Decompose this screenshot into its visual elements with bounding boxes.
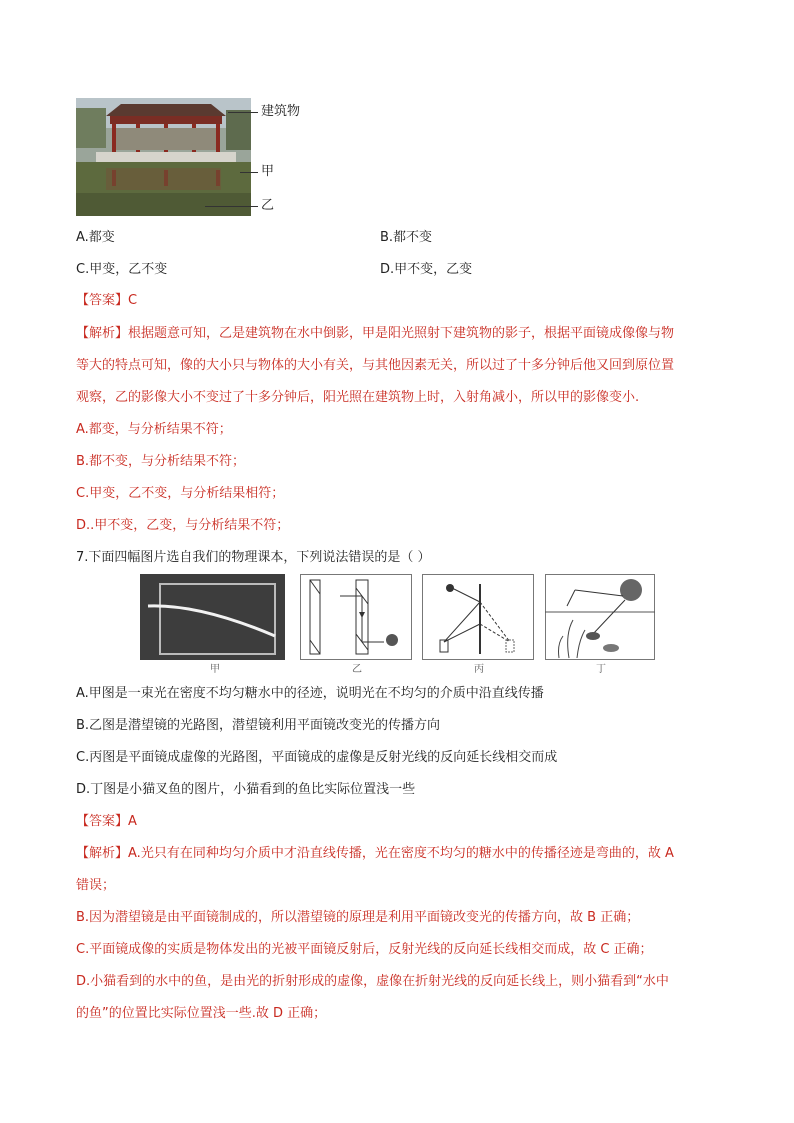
q6-answer xyxy=(76,291,137,311)
figure-bing-label: 丙 xyxy=(474,664,484,675)
q6-option-c: C.甲变，乙不变 xyxy=(76,262,168,277)
cat-fishing-image xyxy=(545,574,655,660)
jia-label: 甲 xyxy=(261,164,275,179)
figure-yi xyxy=(300,574,412,660)
figure-jia-label: 甲 xyxy=(210,664,220,675)
q7-option-a: A.甲图是一束光在密度不均匀糖水中的径迹，说明光在不均匀的介质中沿直线传播 xyxy=(76,686,544,701)
figure-bing xyxy=(422,574,534,660)
q6-option-a: A.都变 xyxy=(76,230,115,245)
periscope-diagram xyxy=(300,574,412,660)
q7-stem: 7.下面四幅图片选自我们的物理课本，下列说法错误的是（ ） xyxy=(76,550,431,565)
figure-ding-label: 丁 xyxy=(596,664,606,675)
q7-analysis-text-1: A.光只有在同种均匀介质中才沿直线传播，光在密度不均匀的糖水中的传播径迹是弯曲的，故 A xyxy=(128,846,674,861)
q6-analysis-line-2: 等大的特点可知，像的大小只与物体的大小有关，与其他因素无关，所以过了十多分钟后他又回到原位置 xyxy=(76,358,675,373)
plane-mirror-virtual-image-diagram xyxy=(422,574,534,660)
q6-answer-tag: 【答案】 xyxy=(76,293,129,308)
q6-answer-value: C xyxy=(128,293,138,308)
figure-ding xyxy=(545,574,655,660)
q7-analysis-line-5: D.小猫看到的水中的鱼，是由光的折射形成的虚像，虚像在折射光线的反向延长线上，则小猫看到“水中 xyxy=(76,974,669,989)
yi-label: 乙 xyxy=(261,198,275,213)
q7-answer-tag: 【答案】 xyxy=(76,814,129,829)
sugar-water-light-path-image xyxy=(140,574,285,660)
q6-check-b: B.都不变，与分析结果不符； xyxy=(76,454,246,469)
q6-option-d: D.甲不变，乙变 xyxy=(380,262,473,277)
jia-callout-line xyxy=(240,172,258,173)
q7-analysis-line-1 xyxy=(76,844,674,864)
q7-analysis-line-6: 的鱼”的位置比实际位置浅一些.故 D 正确； xyxy=(76,1006,327,1021)
q7-answer xyxy=(76,812,137,832)
building-reflection-photo xyxy=(76,98,251,216)
figure-yi-label: 乙 xyxy=(352,664,362,675)
q7-analysis-line-2: 错误； xyxy=(76,878,116,893)
q7-answer-value: A xyxy=(128,814,137,829)
building-label: 建筑物 xyxy=(261,104,301,119)
q6-analysis-line-3: 观察，乙的影像大小不变过了十多分钟后，阳光照在建筑物上时，入射角减小，所以甲的影像变小. xyxy=(76,390,640,405)
q6-analysis-text-1: 根据题意可知，乙是建筑物在水中倒影，甲是阳光照射下建筑物的影子，根据平面镜成像像与物 xyxy=(128,326,675,341)
q7-option-d: D.丁图是小猫叉鱼的图片，小猫看到的鱼比实际位置浅一些 xyxy=(76,782,416,797)
q6-analysis-tag: 【解析】 xyxy=(76,326,129,341)
q6-option-b: B.都不变 xyxy=(380,230,433,245)
q7-analysis-line-3: B.因为潜望镜是由平面镜制成的，所以潜望镜的原理是利用平面镜改变光的传播方向，故 B 正确； xyxy=(76,910,640,925)
q6-check-c: C.甲变，乙不变，与分析结果相符； xyxy=(76,486,285,501)
q6-check-a: A.都变，与分析结果不符； xyxy=(76,422,232,437)
q7-analysis-tag: 【解析】 xyxy=(76,846,129,861)
q6-check-d: D..甲不变，乙变，与分析结果不符； xyxy=(76,518,290,533)
building-callout-line xyxy=(228,112,258,113)
q7-analysis-line-4: C.平面镜成像的实质是物体发出的光被平面镜反射后，反射光线的反向延长线相交而成，故 C 正确； xyxy=(76,942,653,957)
yi-callout-line xyxy=(205,206,258,207)
figure-jia xyxy=(140,574,285,660)
pavilion-image xyxy=(76,98,251,216)
q6-analysis-line-1 xyxy=(76,324,674,344)
q7-option-c: C.丙图是平面镜成虚像的光路图，平面镜成的虚像是反射光线的反向延长线相交而成 xyxy=(76,750,558,765)
q7-option-b: B.乙图是潜望镜的光路图，潜望镜利用平面镜改变光的传播方向 xyxy=(76,718,441,733)
